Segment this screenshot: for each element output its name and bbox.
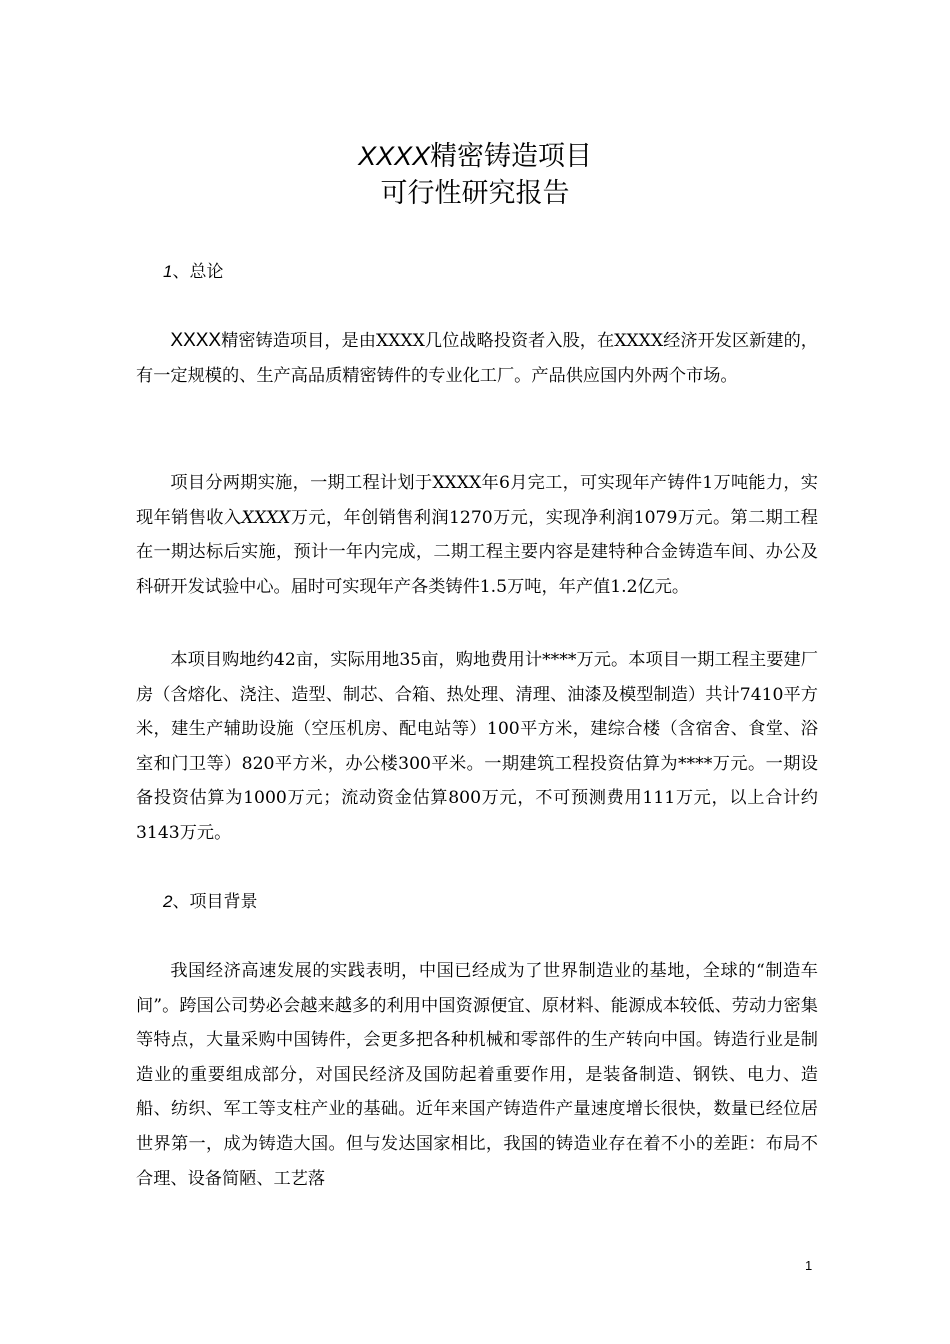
- paragraph-text-after: 万元，年创销售利润1270万元，实现净利润1079万元。第二期工程在一期达标后实施，预计一年内完成，二期工程主要内容是建特种合金铸造车间、办公及科研开发试验中心。届时可实现年产各类铸件1.5万吨，年产值1.2亿元。: [136, 507, 818, 597]
- paragraph-land-investment: 本项目购地约42亩，实际用地35亩，购地费用计****万元。本项目一期工程主要建厂房（含熔化、浇注、造型、制芯、合箱、热处理、清理、油漆及模型制造）共计7410平方米，建生产辅助设施（空压机房、配电站等）100平方米，建综合楼（含宿舍、食堂、浴室和门卫等）820平方米，办公楼300平米。一期建筑工程投资估算为****万元。一期设备投资估算为1000万元；流动资金估算800万元，不可预测费用111万元，以上合计约3143万元。: [136, 650, 818, 843]
- paragraph-italic-code: XXXX: [241, 507, 291, 528]
- paragraph-lead-code: XXXX: [170, 330, 222, 351]
- section-heading-background: [163, 890, 257, 914]
- title-project-name: 精密铸造项目: [430, 141, 593, 172]
- paragraph-overview: [136, 324, 818, 393]
- paragraph-phases: [136, 466, 818, 604]
- section-title: 项目背景: [189, 892, 258, 912]
- section-title: 总论: [189, 262, 224, 282]
- title-project-code: XXXX: [357, 141, 431, 171]
- title-line-2: 可行性研究报告: [380, 178, 570, 209]
- paragraph-text-before: 项目分两期实施，一期工程计划于XXXX年6月完工，可实现年产铸件1万吨能力，实现年销售收入: [136, 473, 818, 528]
- paragraph-text: 精密铸造项目，是由XXXX几位战略投资者入股，在XXXX经济开发区新建的，有一定规模的、生产高品质精密铸件的专业化工厂。产品供应国内外两个市场。: [136, 331, 818, 386]
- section-separator: 、: [172, 262, 190, 282]
- title-line-1: [0, 138, 950, 175]
- page-number: 1: [805, 1258, 813, 1273]
- section-number: 2: [163, 892, 173, 911]
- document-title: [0, 138, 950, 212]
- paragraph-background: 我国经济高速发展的实践表明，中国已经成为了世界制造业的基地，全球的“制造车间”。跨国公司势必会越来越多的利用中国资源便宜、原材料、能源成本较低、劳动力密集等特点，大量采购中国铸件，会更多把各种机械和零部件的生产转向中国。铸造行业是制造业的重要组成部分，对国民经济及国防起着重要作用，是装备制造、钢铁、电力、造船、纺织、军工等支柱产业的基础。近年来国产铸造件产量速度增长很快，数量已经位居世界第一，成为铸造大国。但与发达国家相比，我国的铸造业存在着不小的差距：布局不合理、设备简陋、工艺落: [136, 961, 818, 1189]
- section-number: 1: [163, 262, 173, 281]
- section-heading-general: [163, 260, 223, 284]
- section-separator: 、: [172, 892, 190, 912]
